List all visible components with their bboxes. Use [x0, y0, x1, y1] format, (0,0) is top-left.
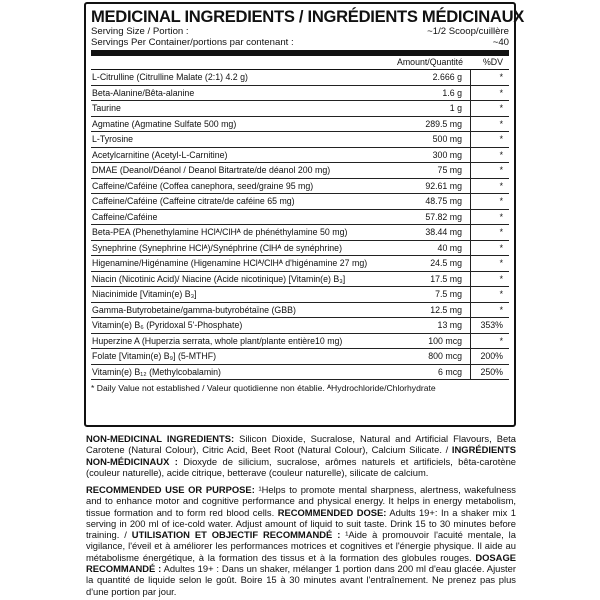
ingredient-name: Caffeine/Caféine: [92, 211, 158, 222]
ingredient-dv: *: [499, 258, 503, 269]
ingredient-dv: *: [499, 134, 503, 145]
ingredient-name: L-Tyrosine: [92, 134, 134, 145]
ingredient-dv: 250%: [480, 366, 503, 377]
ingredient-dv: *: [499, 72, 503, 83]
ingredient-amount: 7.5 mg: [367, 287, 471, 302]
ingredient-amount: 100 mcg: [367, 334, 471, 349]
ingredient-name: Caffeine/Caféine (Caffeine citrate/de caféine 65 mg): [92, 196, 295, 207]
ingredient-name: Agmatine (Agmatine Sulfate 500 mg): [92, 118, 237, 129]
ingredient-table: [91, 70, 509, 380]
table-row: [91, 318, 509, 334]
use-text: ¹Helps to promote mental sharpness, alertness, wakefulness and to enhance motor and cognitive performance and physical energy. It helps in energy metabolism, tissue formation and to form red blood cells.: [86, 484, 516, 518]
ingredient-dv: 353%: [480, 320, 503, 331]
table-row: [91, 334, 509, 350]
non-medicinal-text-fr: Dioxyde de silicium, sucralose, arômes naturels et artificiels, bêta-carotène (couleur naturelle), acide citrique, betterave (couleur naturelle), silicate de calcium.: [86, 455, 516, 478]
ingredient-name: DMAE (Deanol/Déanol / Deanol Bitartrate/de déanol 200 mg): [92, 165, 331, 176]
ingredient-name: Vitamin(e) B₁₂ (Methylcobalamin): [92, 366, 221, 377]
ingredient-dv: *: [499, 118, 503, 129]
ingredient-dv: *: [499, 211, 503, 222]
table-row: [91, 117, 509, 133]
ingredient-dv: *: [499, 165, 503, 176]
ingredient-amount: 1 g: [367, 101, 471, 116]
column-header: [91, 56, 509, 70]
table-row: [91, 349, 509, 365]
ingredient-name: Gamma-Butyrobetaine/gamma-butyrobétaïne (GBB): [92, 304, 296, 315]
ingredient-dv: 200%: [480, 351, 503, 362]
ingredient-dv: *: [499, 196, 503, 207]
table-row: [91, 179, 509, 195]
dose-text: Adults 19+: In a shaker mix 1 serving in 200 ml of ice-cold water. Adjust amount of liquid to suit taste. Drink 15 to 30 minutes before training. /: [86, 506, 516, 541]
ingredient-name: Vitamin(e) B₆ (Pyridoxal 5'-Phosphate): [92, 320, 243, 331]
ingredient-amount: 17.5 mg: [367, 272, 471, 287]
servings-per-container-row: [91, 37, 509, 48]
footnote: * Daily Value not established / Valeur quotidienne non établie. ᴬHydrochloride/Chlorhydrate: [91, 383, 436, 393]
amount-column-header: Amount/Quantité: [396, 57, 463, 67]
supplement-facts-panel: [84, 2, 525, 427]
ingredient-amount: 1.6 g: [367, 86, 471, 101]
ingredient-name: Taurine: [92, 103, 121, 114]
table-row: [91, 210, 509, 226]
ingredient-name: Beta-PEA (Phenethylamine HClᴬ/ClHᴬ de phénéthylamine 50 mg): [92, 227, 348, 238]
serving-size-label: Serving Size / Portion :: [91, 26, 189, 37]
dose-heading: RECOMMENDED DOSE:: [277, 506, 387, 518]
ingredient-dv: *: [499, 103, 503, 114]
non-medicinal-heading-fr: INGRÉDIENTS NON-MÉDICINAUX :: [86, 444, 516, 467]
ingredient-name: Folate [Vitamin(e) B₉] (5-MTHF): [92, 351, 217, 362]
table-row: [91, 303, 509, 319]
ingredient-amount: 38.44 mg: [367, 225, 471, 240]
ingredient-name: Higenamine/Higénamine (Higenamine HClᴬ/ClHᴬ d'higénamine 27 mg): [92, 258, 367, 269]
non-medicinal-heading: NON-MEDICINAL INGREDIENTS:: [86, 433, 235, 444]
ingredient-amount: 6 mcg: [367, 365, 471, 380]
table-row: [91, 256, 509, 272]
table-row: [91, 148, 509, 164]
dose-text-fr: Adultes 19+ : Dans un shaker, mélanger 1 portion dans 200 ml d'eau glacée. Ajuster la quantité de liquide selon le goût. Boire 15 à 30 minutes avant l'entraînement. Ne prenez pas plus d'une portion par jour.: [86, 563, 516, 597]
ingredient-amount: 40 mg: [367, 241, 471, 256]
servings-label: Servings Per Container/portions par contenant :: [91, 37, 294, 48]
non-medicinal-ingredients: [86, 433, 516, 478]
serving-size-row: [91, 26, 509, 37]
ingredient-dv: *: [499, 289, 503, 300]
dv-column-header: %DV: [482, 57, 503, 67]
ingredient-amount: 500 mg: [367, 132, 471, 147]
ingredient-dv: *: [499, 87, 503, 98]
table-row: [91, 287, 509, 303]
use-heading-fr: UTILISATION ET OBJECTIF RECOMMANDÉ :: [131, 529, 341, 541]
ingredient-dv: *: [499, 180, 503, 191]
ingredient-amount: 75 mg: [367, 163, 471, 178]
ingredient-dv: *: [499, 273, 503, 284]
ingredient-amount: 800 mcg: [367, 349, 471, 364]
table-row: [91, 272, 509, 288]
ingredient-name: Synephrine (Synephrine HClᴬ)/Synéphrine (ClHᴬ de synéphrine): [92, 242, 343, 253]
table-row: [91, 194, 509, 210]
ingredient-amount: 24.5 mg: [367, 256, 471, 271]
ingredient-amount: 13 mg: [367, 318, 471, 333]
ingredient-name: Beta-Alanine/Bêta-alanine: [92, 87, 195, 98]
table-row: [91, 86, 509, 102]
ingredient-name: Huperzine A (Huperzia serrata, whole plant/plante entière10 mg): [92, 335, 343, 346]
servings-value: ~40: [492, 37, 509, 48]
table-row: [91, 101, 509, 117]
ingredient-dv: *: [499, 242, 503, 253]
ingredient-dv: *: [499, 335, 503, 346]
table-row: [91, 241, 509, 257]
ingredient-amount: 300 mg: [367, 148, 471, 163]
dose-heading-fr: DOSAGE RECOMMANDÉ :: [86, 551, 516, 575]
recommended-use: [86, 484, 516, 597]
ingredient-dv: *: [499, 227, 503, 238]
ingredient-name: Acetylcarnitine (Acetyl-L-Carnitine): [92, 149, 228, 160]
ingredient-amount: 12.5 mg: [367, 303, 471, 318]
table-row: [91, 163, 509, 179]
ingredient-amount: 48.75 mg: [367, 194, 471, 209]
table-row: [91, 365, 509, 381]
serving-size-value: ~1/2 Scoop/cuillère: [427, 26, 509, 37]
ingredient-name: Caffeine/Caféine (Coffea canephora, seed/graine 95 mg): [92, 180, 314, 191]
non-medicinal-text: Silicon Dioxide, Sucralose, Natural and Artificial Flavours, Beta Carotene (Natural Colour), Citric Acid, Beet Root (Natural Colour), Calcium Silicate. /: [86, 433, 517, 456]
ingredient-amount: 2.666 g: [367, 70, 471, 85]
ingredient-dv: *: [499, 149, 503, 160]
use-heading: RECOMMENDED USE OR PURPOSE:: [86, 484, 255, 495]
table-row: [91, 225, 509, 241]
ingredient-dv: *: [499, 304, 503, 315]
ingredient-name: Niacin (Nicotinic Acid)/ Niacine (Acide nicotinique) [Vitamin(e) B₃]: [92, 273, 346, 284]
table-row: [91, 70, 509, 86]
table-row: [91, 132, 509, 148]
ingredient-name: L-Citrulline (Citrulline Malate (2:1) 4.2 g): [92, 72, 248, 83]
panel-title: MEDICINAL INGREDIENTS / INGRÉDIENTS MÉDICINAUX: [91, 7, 525, 26]
ingredient-amount: 289.5 mg: [367, 117, 471, 132]
ingredient-name: Niacinimide [Vitamin(e) B₃]: [92, 289, 197, 300]
use-text-fr: ¹Aide à promouvoir l'acuité mentale, la vigilance, l'éveil et à améliorer les performances motrices et cognitives et l'énergie physique. Il aide au métabolisme énergétique, à la formation des tissus et à la formation des globules rouges.: [86, 529, 516, 563]
ingredient-amount: 57.82 mg: [367, 210, 471, 225]
ingredient-amount: 92.61 mg: [367, 179, 471, 194]
